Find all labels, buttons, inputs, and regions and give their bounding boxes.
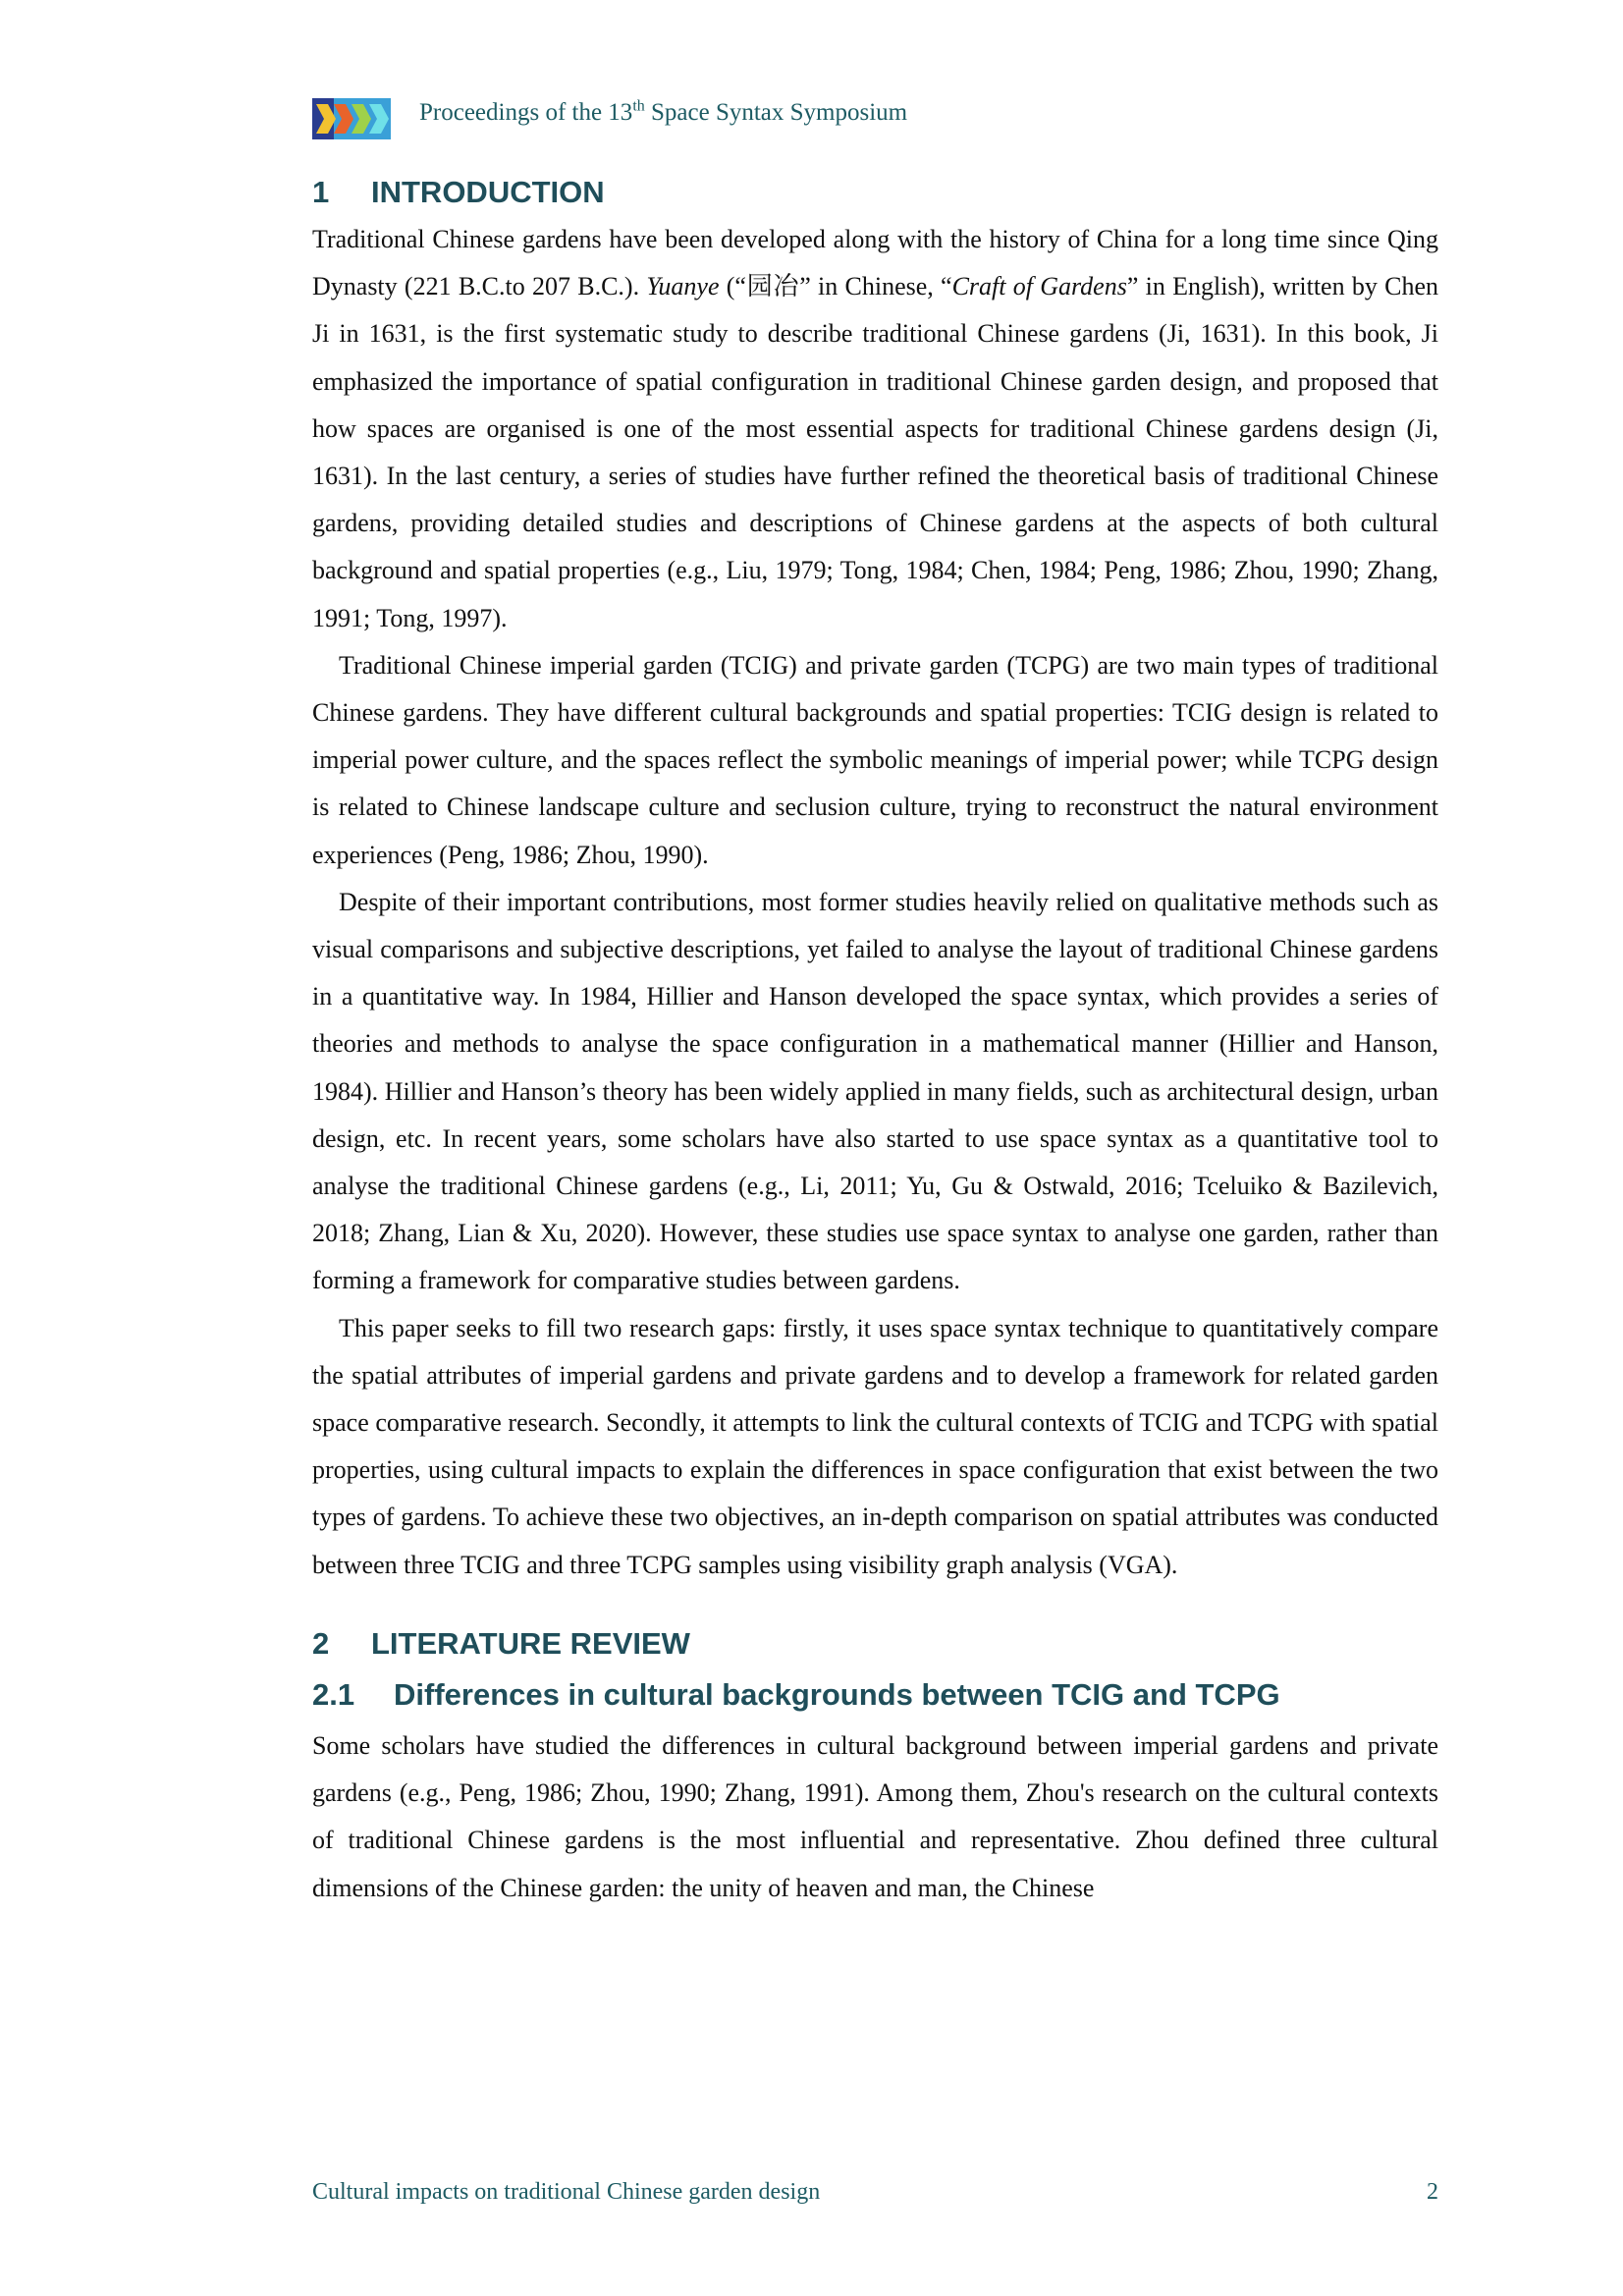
subsection-heading-cultural-differences [312,1667,1438,1722]
symposium-logo-icon [312,98,391,139]
section-title: INTRODUCTION [371,175,605,209]
main-content [312,169,1438,1912]
literature-paragraph-1: Some scholars have studied the differences in cultural background between imperial gardens and private gardens (e.g., Peng, 1986; Zhou, 1990; Zhang, 1991). Among them, Zhou's research on the cultural contexts of traditional Chinese gardens is the most influential and representative. Zhou defined three cultural dimensions of the Chinese garden: the unity of heaven and man, the Chinese [312,1730,1438,1902]
page-number: 2 [1427,2179,1438,2205]
intro-paragraph-3: Despite of their important contributions, most former studies heavily relied on qualitative methods such as visual comparisons and subjective descriptions, yet failed to analyse the layout of traditional Chinese gardens in a quantitative way. In 1984, Hillier and Hanson developed the space syntax, which provides a series of theories and methods to analyse the space configuration in a mathematical manner (Hillier and Hanson, 1984). Hillier and Hanson’s theory has been widely applied in many fields, such as architectural design, urban design, etc. In recent years, some scholars have also started to use space syntax as a quantitative tool to analyse the traditional Chinese gardens (e.g., Li, 2011; Yu, Gu & Ostwald, 2016; Tceluiko & Bazilevich, 2018; Zhang, Lian & Xu, 2020). However, these studies use space syntax to analyse one garden, rather than forming a framework for comparative studies between gardens. [312,887,1438,1295]
section-number: 1 [312,175,330,209]
section-heading-literature-review [312,1620,1438,1667]
proceedings-title: Proceedings of the 13th Space Syntax Symposium [419,97,908,126]
footer-paper-title: Cultural impacts on traditional Chinese garden design [312,2179,821,2205]
section-title: LITERATURE REVIEW [371,1625,690,1661]
section-number: 2 [312,1625,330,1661]
subsection-number: 2.1 [312,1676,355,1712]
subsection-title: Differences in cultural backgrounds between TCIG and TCPG [394,1676,1280,1712]
page-footer [312,2179,1438,2213]
intro-paragraph-4: This paper seeks to fill two research gaps: firstly, it uses space syntax technique to quantitatively compare the spatial attributes of imperial gardens and private gardens and to develop a framework for related garden space comparative research. Secondly, it attempts to link the cultural contexts of TCIG and TCPG with spatial properties, using cultural impacts to explain the differences in space configuration that exist between the two types of gardens. To achieve these two objectives, an in-depth comparison on spatial attributes was conducted between three TCIG and three TCPG samples using visibility graph analysis (VGA). [312,1313,1438,1579]
intro-paragraph-2: Traditional Chinese imperial garden (TCIG) and private garden (TCPG) are two main types of traditional Chinese gardens. They have different cultural backgrounds and spatial properties: TCIG design is related to imperial power culture, and the spaces reflect the symbolic meanings of imperial power; while TCPG design is related to Chinese landscape culture and seclusion culture, trying to reconstruct the natural environment experiences (Peng, 1986; Zhou, 1990). [312,650,1438,869]
intro-paragraph-1: Traditional Chinese gardens have been developed along with the history of China for a long time since Qing Dynasty (221 B.C.to 207 B.C.). Yuanye (“园冶” in Chinese, “Craft of Gardens” in English), written by Chen Ji in 1631, is the first systematic study to describe traditional Chinese gardens (Ji, 1631). In this book, Ji emphasized the importance of spatial configuration in traditional Chinese garden design, and proposed that how spaces are organised is one of the most essential aspects for traditional Chinese gardens design (Ji, 1631). In the last century, a series of studies have further refined the theoretical basis of traditional Chinese gardens, providing detailed studies and descriptions of Chinese gardens at the aspects of both cultural background and spatial properties (e.g., Liu, 1979; Tong, 1984; Chen, 1984; Peng, 1986; Zhou, 1990; Zhang, 1991; Tong, 1997). [312,225,1438,632]
section-heading-introduction [312,169,1438,216]
